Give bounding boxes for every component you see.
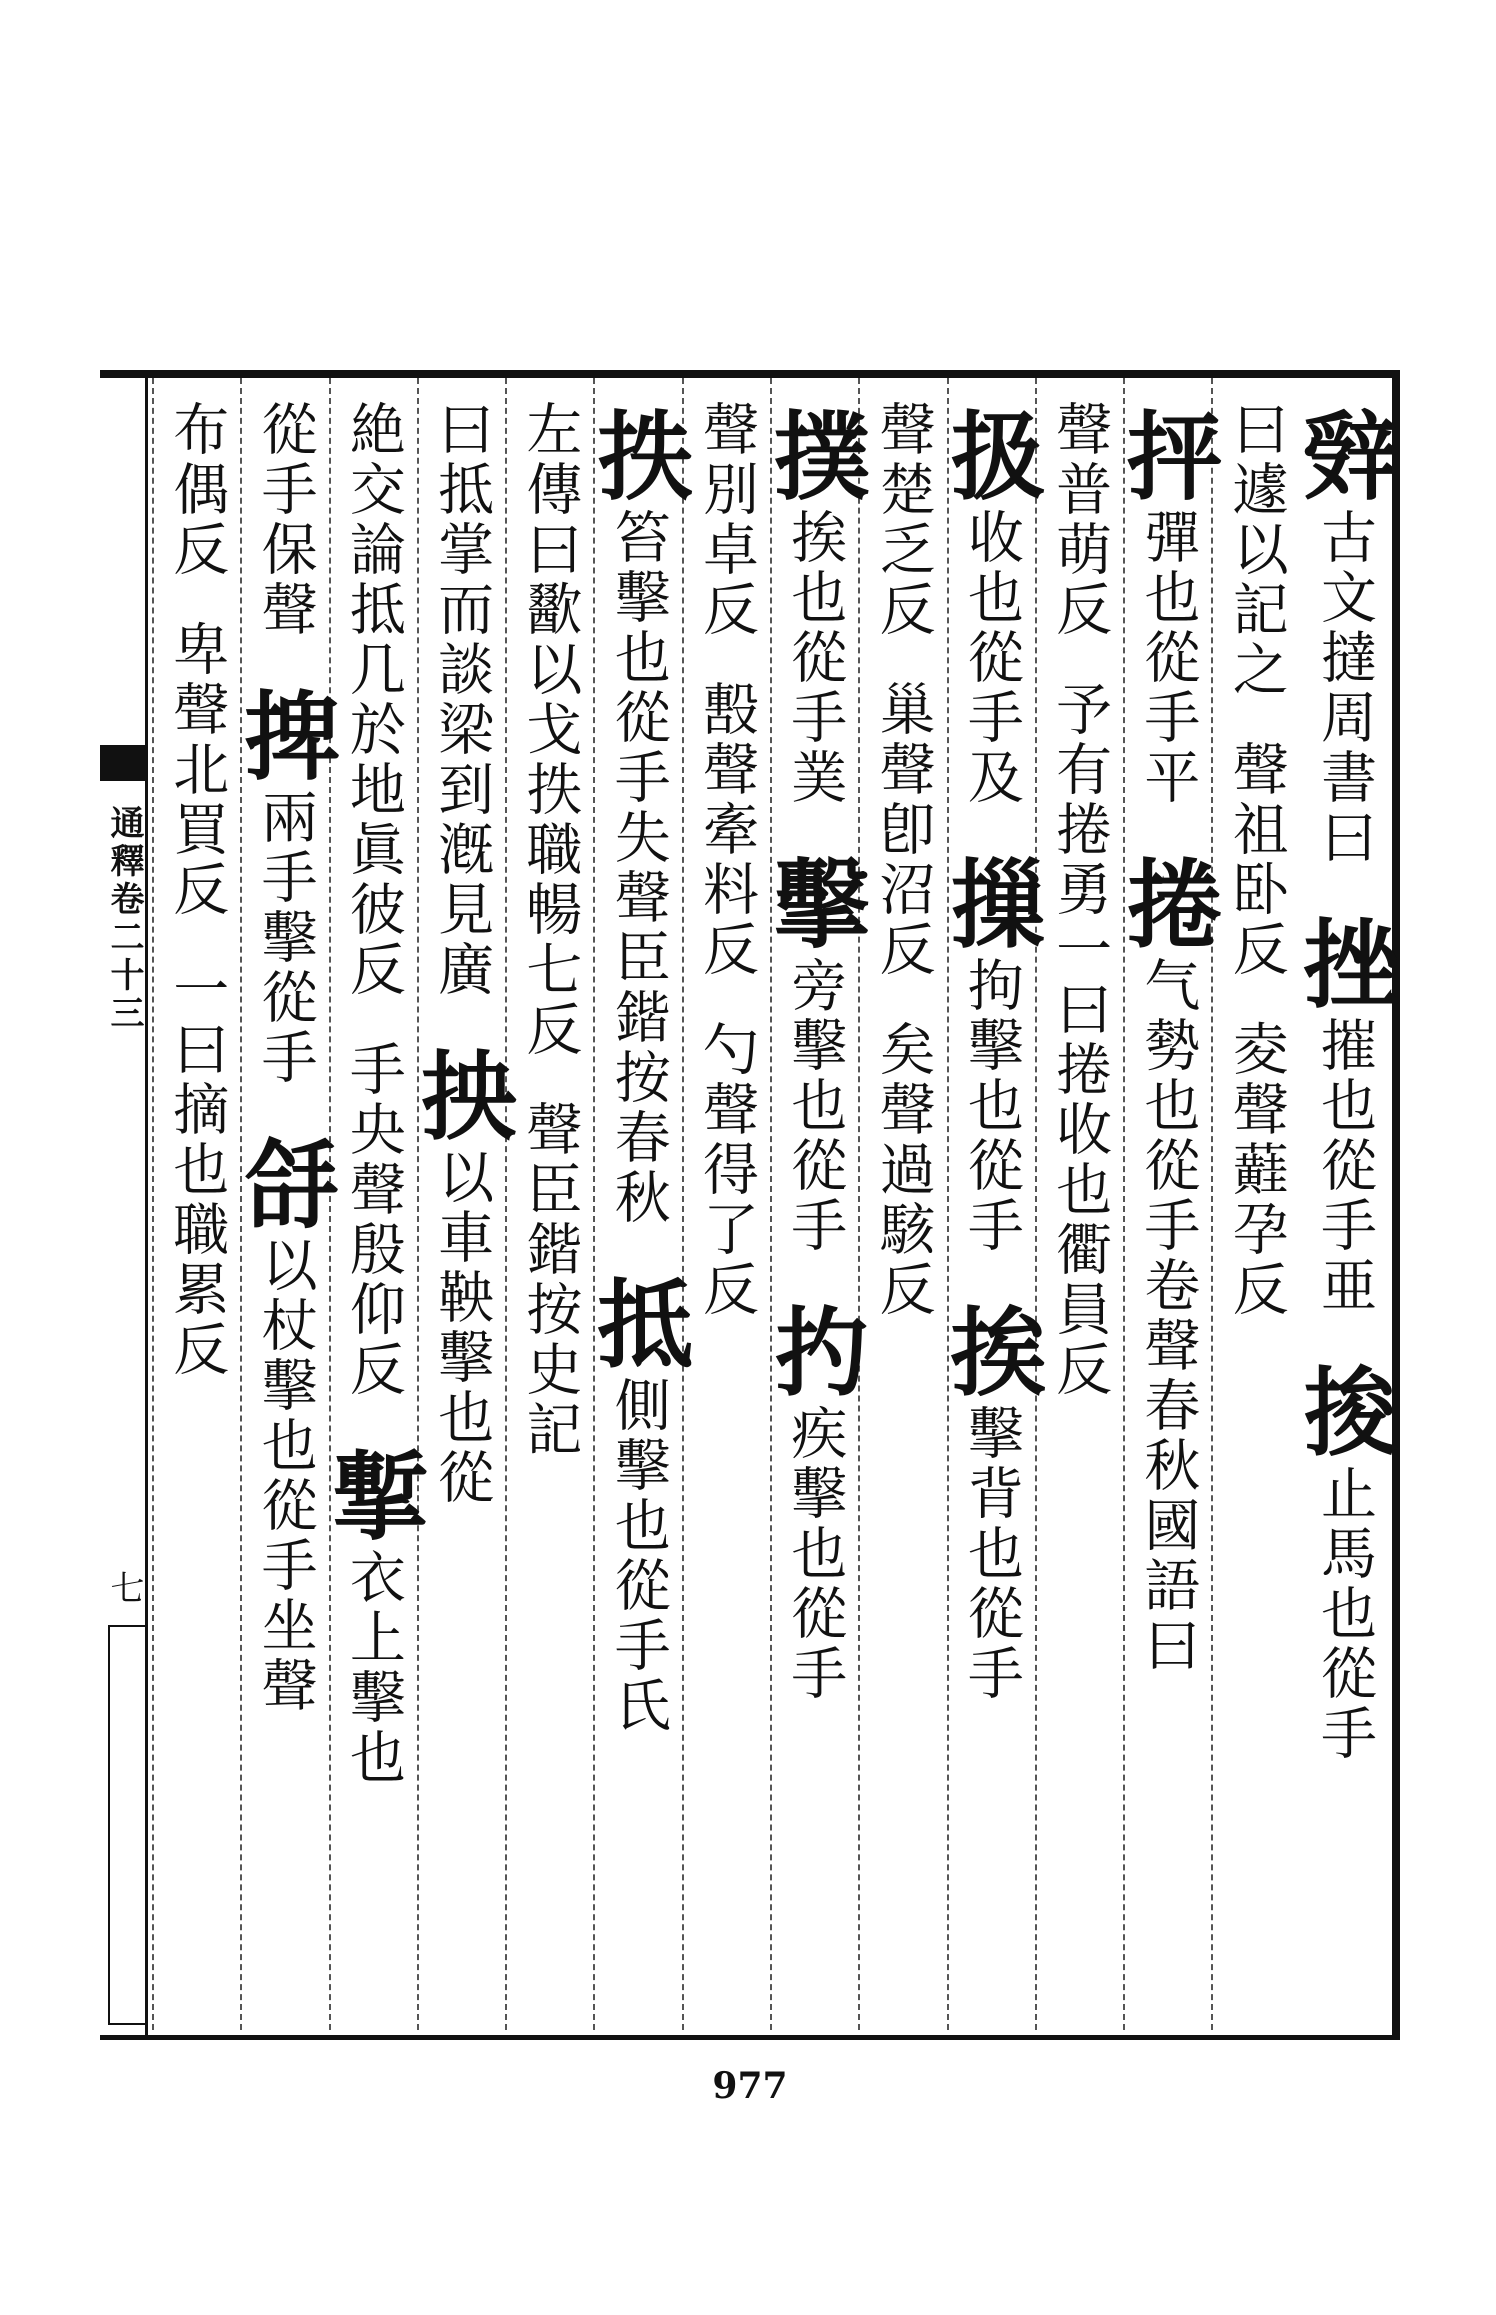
commentary-text: 矣聲過駭反 xyxy=(870,1020,936,1320)
commentary-text: 收也從手及 xyxy=(958,508,1024,808)
text-column xyxy=(1211,378,1299,2030)
seal-script-headword: 撲 xyxy=(758,406,872,502)
commentary-text: 兩手擊從手 xyxy=(252,788,318,1088)
commentary-text: 聲臣鍇按史記 xyxy=(517,1100,583,1460)
seal-script-headword: 捲 xyxy=(1111,854,1225,950)
text-column xyxy=(581,378,695,2030)
commentary-text: 一曰摘也職累反 xyxy=(164,960,230,1380)
commentary-text: 毄聲牽料反 xyxy=(693,680,759,980)
text-column xyxy=(1035,378,1123,2030)
text-column xyxy=(682,378,770,2030)
commentary-text: 拘擊也從手 xyxy=(958,956,1024,1256)
text-column xyxy=(1111,378,1225,2030)
commentary-text: 聲楚乏反 xyxy=(870,400,936,640)
page-number: 977 xyxy=(712,2065,788,2107)
commentary-text: 從手保聲 xyxy=(252,400,318,640)
seal-script-headword: 抰 xyxy=(405,1046,519,1142)
commentary-text: 勺聲得了反 xyxy=(693,1020,759,1320)
commentary-text: 笞擊也從手失聲臣鍇按春秋 xyxy=(605,508,671,1228)
commentary-text: 聲祖卧反 xyxy=(1223,740,1289,980)
seal-script-headword: 摷 xyxy=(934,854,1048,950)
seal-script-headword: 扱 xyxy=(934,406,1048,502)
seal-script-headword: 捘 xyxy=(1287,1362,1401,1458)
text-column xyxy=(758,378,872,2030)
seal-script-headword: 抵 xyxy=(581,1274,695,1370)
commentary-text: 疾擊也從手 xyxy=(782,1404,848,1704)
text-column xyxy=(934,378,1048,2030)
commentary-text: 止馬也從手 xyxy=(1311,1464,1377,1764)
commentary-text: 側擊也從手氏 xyxy=(605,1376,671,1736)
commentary-text: 左傳曰歠以戈抶職暢七反 xyxy=(517,400,583,1060)
commentary-text: 衣上擊也 xyxy=(340,1548,406,1788)
commentary-text: 挨也從手菐 xyxy=(782,508,848,808)
commentary-text: 以車鞅擊也從 xyxy=(429,1148,495,1508)
commentary-text: 巢聲卽沼反 xyxy=(870,680,936,980)
commentary-text: 夌聲蘳孕反 xyxy=(1223,1020,1289,1320)
commentary-text: 曰遽以記之 xyxy=(1223,400,1289,700)
seal-script-headword: 捭 xyxy=(228,686,342,782)
commentary-text: 气勢也從手卷聲春秋國語曰 xyxy=(1135,956,1201,1676)
commentary-text: 擊背也從手 xyxy=(958,1404,1024,1704)
text-column xyxy=(858,378,946,2030)
commentary-text: 以杖擊也從手坐聲 xyxy=(252,1236,318,1716)
commentary-text: 聲別卓反 xyxy=(693,400,759,640)
seal-script-headword: 挫 xyxy=(1287,914,1401,1010)
margin-box xyxy=(108,1625,146,2025)
margin-fishtail-mark xyxy=(100,745,146,781)
text-column xyxy=(1287,378,1401,2030)
margin-volume-title: 通釋卷二十三 xyxy=(104,805,144,1033)
commentary-text: 彈也從手平 xyxy=(1135,508,1201,808)
text-column xyxy=(228,378,342,2030)
commentary-text: 卑聲北買反 xyxy=(164,620,230,920)
text-column xyxy=(505,378,593,2030)
seal-script-headword: 辤 xyxy=(1287,406,1401,502)
commentary-text: 予有捲勇一曰捲收也衢員反 xyxy=(1047,680,1113,1400)
commentary-text: 手央聲殷仰反 xyxy=(340,1040,406,1400)
commentary-text: 旁擊也從手 xyxy=(782,956,848,1256)
commentary-text: 聲普萌反 xyxy=(1047,400,1113,640)
seal-script-headword: 㧱 xyxy=(228,1134,342,1230)
seal-script-headword: 挨 xyxy=(934,1302,1048,1398)
commentary-text: 絶交論抵几於地眞彼反 xyxy=(340,400,406,1000)
seal-script-headword: 扚 xyxy=(758,1302,872,1398)
commentary-text: 曰抵掌而談梁到漑見廣 xyxy=(429,400,495,1000)
text-column xyxy=(316,378,430,2030)
text-column xyxy=(152,378,240,2030)
seal-script-headword: 抶 xyxy=(581,406,695,502)
commentary-text: 布偶反 xyxy=(164,400,230,580)
seal-script-headword: 㨻 xyxy=(316,1446,430,1542)
text-body xyxy=(152,378,1401,2030)
margin-leaf-number: 七 xyxy=(104,1570,144,1604)
commentary-text: 摧也從手亜 xyxy=(1311,1016,1377,1316)
commentary-text: 古文撻周書曰 xyxy=(1311,508,1377,868)
seal-script-headword: 擊 xyxy=(758,854,872,950)
text-column xyxy=(405,378,519,2030)
seal-script-headword: 抨 xyxy=(1111,406,1225,502)
